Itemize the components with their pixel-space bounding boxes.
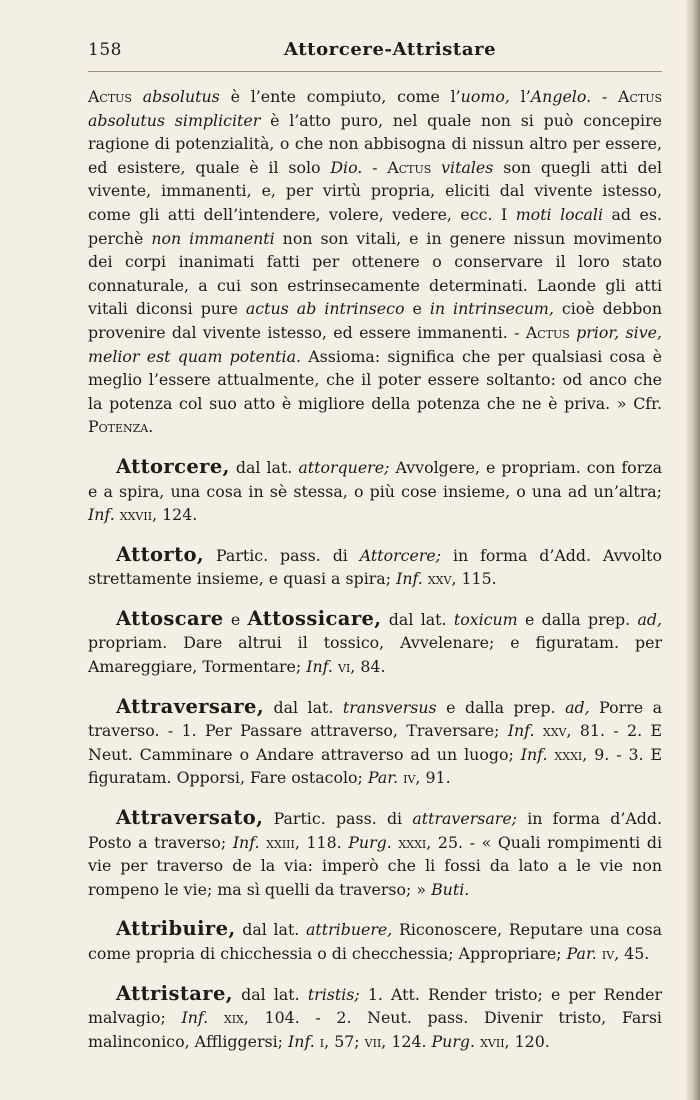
- headword: Attossicare,: [247, 606, 382, 630]
- entry-attristare: [88, 982, 662, 1054]
- citation-canto: xxv: [542, 721, 567, 741]
- term-actus: Actus: [525, 322, 570, 342]
- entry-attribuire: [88, 917, 662, 965]
- definition-text: è l’atto puro, nel quale non si può concepire ragione di potenzialità, o che non abbisogna di nissun altro per essere, ed esistere, quale è il solo: [88, 110, 662, 177]
- entry-attorto: [88, 543, 662, 591]
- definition-text: in forma d’Add. Avvolto strettamente insieme, e quasi a spira;: [88, 545, 662, 589]
- definition-text: ad es. perchè: [88, 204, 662, 248]
- citation-canto: vii: [364, 1031, 382, 1051]
- headword: Attoscare: [116, 606, 224, 630]
- entry-attorcere: [88, 455, 662, 527]
- term-actus: Actus: [618, 87, 662, 106]
- entry-attraversato: [88, 806, 662, 901]
- citation-verse: , 57;: [324, 1031, 365, 1051]
- citation-work: Inf.: [288, 1031, 315, 1051]
- citation-verse: , 45.: [614, 944, 650, 963]
- etymology: attribuere,: [306, 920, 393, 940]
- entry-attoscare: [88, 607, 662, 679]
- definition-text: e dalla prep.: [436, 697, 566, 717]
- etymology: ad,: [637, 609, 662, 629]
- example-term: moti locali: [515, 204, 604, 224]
- etymology: toxicum: [453, 609, 518, 629]
- definition-text: Partic. pass. di: [263, 809, 413, 829]
- headword: Attraversato,: [116, 806, 264, 830]
- cross-reference: Potenza.: [88, 417, 154, 437]
- definition-text: , 104. - 2. Neut. pass. Divenir tristo, Farsi malinconico, Affliggersi;: [88, 1008, 662, 1051]
- entry-attraversare: [88, 695, 662, 790]
- reference-term: attraversare;: [412, 809, 517, 829]
- page-header: [88, 38, 662, 66]
- citation-verse: , 91.: [415, 768, 451, 788]
- definition-text: è l’ente compiuto, come l’: [219, 87, 461, 106]
- citation-work: Inf.: [88, 505, 115, 525]
- dictionary-text: [88, 85, 662, 1053]
- definition-text: non son vitali, e in genere nissun movimento dei corpi inanimati fatti per ottenere o conservare il loro stato connaturale, a cui son estrinsecamente determinati. Laonde gli atti vitali diconsi pure: [88, 228, 663, 319]
- definition-text: Avvolgere, e propriam. con forza e a spira, una cosa in sè stessa, o più cose insieme, o una ad un’altra;: [88, 457, 662, 501]
- citation-work: Purg.: [348, 832, 392, 852]
- definition-text: dal lat.: [235, 920, 306, 940]
- citation-work: Inf.: [306, 657, 333, 677]
- headword: Attorto,: [116, 542, 205, 566]
- etymology: transversus: [342, 697, 437, 717]
- separator: -: [591, 87, 619, 106]
- example-term: non immanenti: [151, 228, 275, 248]
- citation-verse: , 120.: [504, 1031, 550, 1051]
- latin-phrase: absolutus simpliciter: [88, 110, 261, 130]
- citation-canto: xxxi: [398, 832, 427, 852]
- header-rule: [88, 71, 662, 72]
- headword: Attorcere,: [116, 454, 230, 478]
- running-title: Attorcere-Attristare: [284, 39, 497, 60]
- example-term: Dio.: [330, 157, 363, 177]
- etymology: tristis;: [307, 984, 360, 1004]
- definition-text: propriam. Dare altrui il tossico, Avvelenare; e figuratam. per Amareggiare, Tormentare;: [88, 633, 662, 677]
- citation-work: Inf.: [181, 1008, 209, 1028]
- page-edge-shadow: [686, 0, 700, 1100]
- citation-work: Purg.: [431, 1031, 476, 1051]
- definition-text: e: [223, 609, 248, 629]
- citation-work: Par.: [566, 944, 597, 963]
- example-term: Angelo.: [530, 87, 592, 106]
- definition-text: , 9. - 3. E figuratam. Opporsi, Fare ostacolo;: [88, 744, 663, 788]
- citation-canto: xxvii: [119, 505, 153, 525]
- example-term: uomo,: [460, 87, 510, 106]
- space: [431, 158, 441, 177]
- citation-work: Inf.: [396, 569, 423, 589]
- citation-canto: xxiii: [266, 832, 295, 852]
- latin-phrase: actus ab intrinseco: [245, 299, 405, 319]
- citation-verse: , 124.: [381, 1031, 432, 1051]
- headword: Attraversare,: [116, 694, 265, 718]
- citation-verse: , 124.: [152, 505, 198, 525]
- definition-text: Riconoscere, Reputare una cosa come propria di chicchessia o di checchessia; Appropriare;: [88, 920, 662, 963]
- citation-work: Par.: [367, 768, 399, 788]
- definition-text: e: [404, 299, 430, 319]
- space: [208, 1008, 224, 1027]
- citation-verse: , 118.: [294, 832, 349, 852]
- definition-text: dal lat.: [381, 609, 454, 629]
- continued-entry-actus: [88, 85, 662, 439]
- definition-text: dal lat.: [232, 984, 308, 1004]
- citation-canto: vi: [338, 657, 351, 677]
- term-actus: Actus: [88, 87, 132, 106]
- latin-phrase: absolutus: [142, 87, 220, 106]
- definition-text: dal lat.: [264, 697, 343, 717]
- citation-canto: iv: [601, 944, 615, 963]
- definition-text: l’: [509, 87, 531, 106]
- separator: -: [362, 157, 388, 177]
- definition-text: cioè debbon provenire dal vivente istesso, ed essere immanenti. -: [88, 299, 663, 342]
- citation-canto: xvii: [480, 1031, 505, 1051]
- citation-work: Inf.: [507, 721, 535, 741]
- citation-canto: xix: [223, 1008, 244, 1028]
- citation-work: Inf.: [232, 832, 260, 852]
- definition-text: Partic. pass. di: [204, 545, 360, 565]
- citation-canto: i: [319, 1031, 325, 1051]
- definition-text: Assioma: significa che per qualsiasi cosa è meglio l’essere attualmente, che il poter essere soltanto: od anco che la potenza col suo atto è migliore della potenza che ne è priva. » Cfr.: [88, 346, 662, 413]
- definition-text: , 81. - 2. E Neut. Camminare o Andare attraverso ad un luogo;: [88, 721, 663, 764]
- citation-canto: iv: [403, 768, 416, 788]
- latin-phrase: vitales: [441, 157, 494, 177]
- citation-work: Inf.: [520, 744, 548, 764]
- latin-phrase: in intrinsecum,: [429, 299, 554, 319]
- space: [535, 721, 543, 740]
- citation-verse: , 115.: [451, 569, 497, 589]
- headword: Attristare,: [116, 981, 233, 1005]
- latin-phrase: prior, sive, melior est quam potentia.: [88, 322, 663, 366]
- quotation: , 25. - « Quali rompimenti di vie per traverso de la via: imperò che li fossi da lato a le vie non rompeno le vie; ma sì quelli da traverso; »: [88, 832, 662, 899]
- page-number: 158: [88, 40, 122, 60]
- definition-text: son quegli atti del vivente, immanenti, e, per virtù propria, eliciti dal vivente istesso, come gli atti dell’intendere, volere, vedere, ecc. I: [88, 157, 662, 224]
- definition-text: e dalla prep.: [517, 609, 638, 629]
- headword: Attribuire,: [116, 917, 236, 941]
- definition-text: dal lat.: [229, 457, 299, 477]
- reference-term: Attorcere;: [359, 545, 442, 565]
- etymology: ad,: [565, 697, 590, 717]
- citation-canto: xxv: [427, 569, 452, 589]
- term-actus: Actus: [387, 157, 432, 177]
- definition-text: Porre a traverso. - 1. Per Passare attraverso, Traversare;: [88, 697, 662, 741]
- citation-canto: xxxi: [554, 744, 583, 764]
- etymology: attorquere;: [298, 457, 390, 477]
- definition-text: 1. Att. Render tristo; e per Render malvagio;: [88, 984, 662, 1028]
- quotation-source: Buti.: [431, 879, 470, 899]
- citation-verse: , 84.: [350, 657, 386, 677]
- definition-text: in forma d’Add. Posto a traverso;: [88, 809, 662, 852]
